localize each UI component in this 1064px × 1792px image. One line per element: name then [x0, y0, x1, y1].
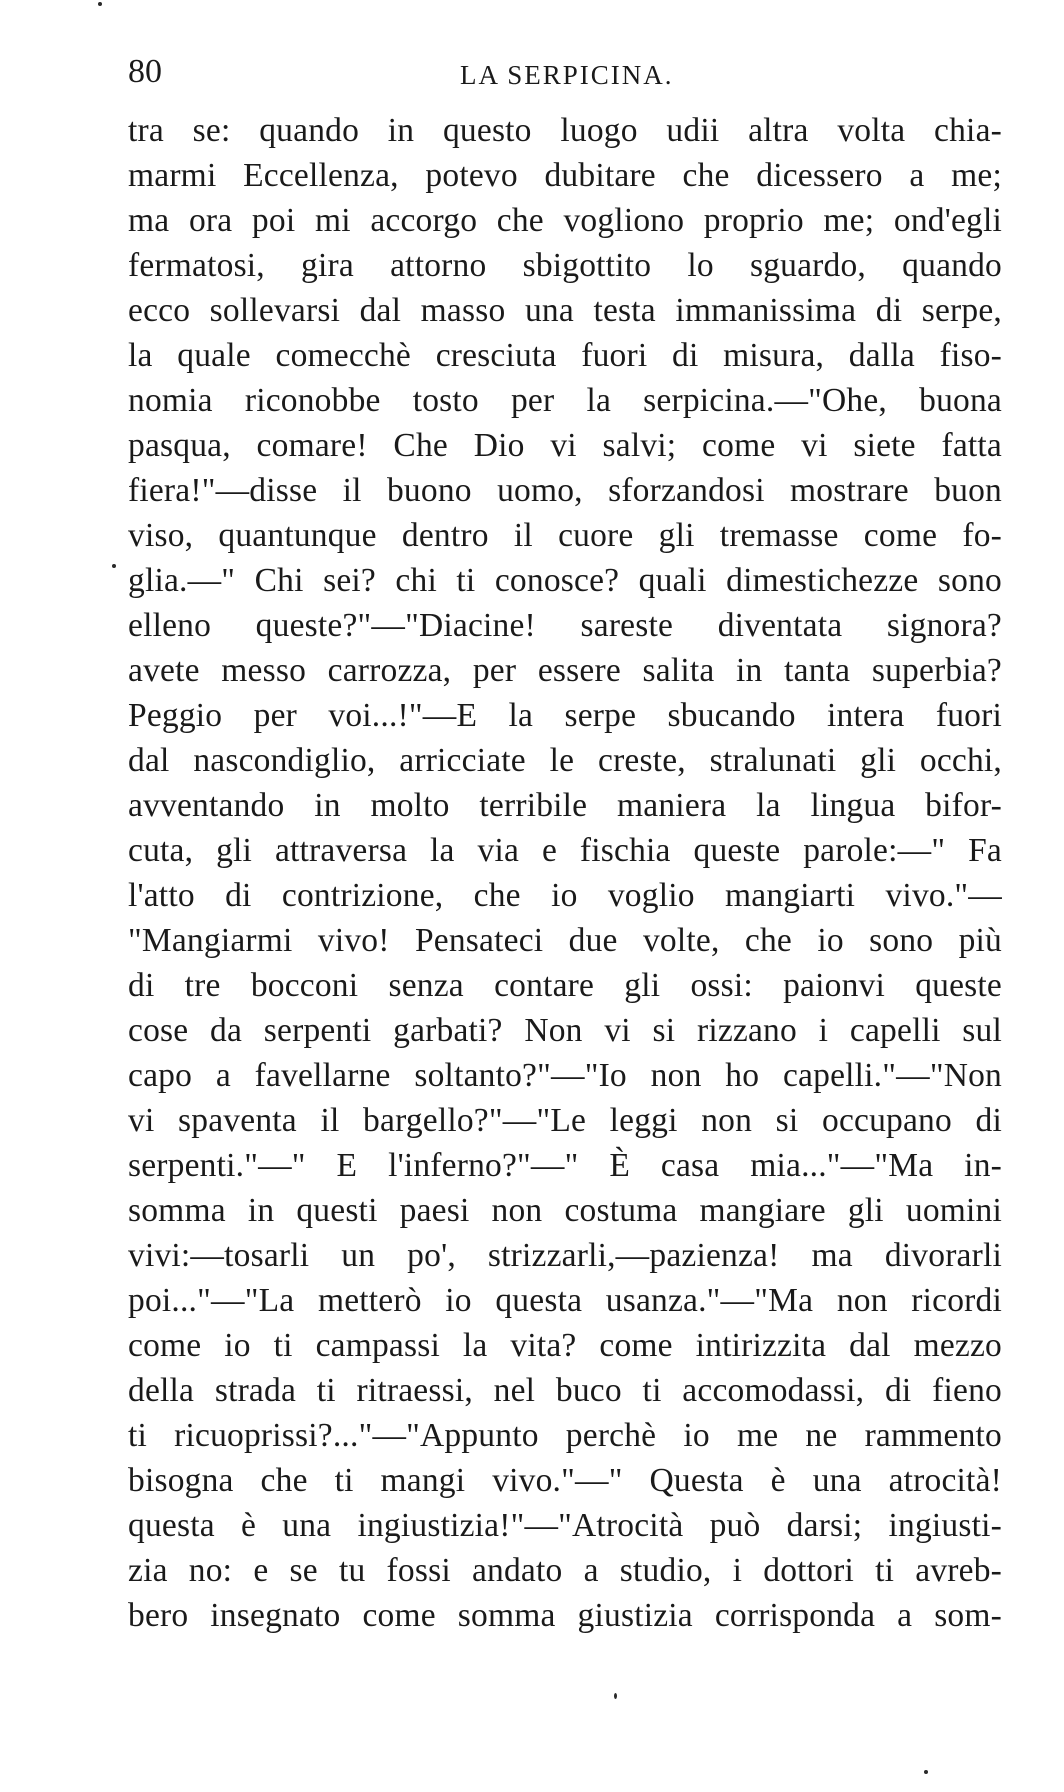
text-line: avete messo carrozza, per essere salita in tanta superbia? — [128, 652, 1002, 689]
text-line: dal nascondiglio, arricciate le creste, stralunati gli occhi, — [128, 742, 1002, 779]
text-line: viso, quantunque dentro il cuore gli tremasse come fo- — [128, 517, 1002, 554]
text-line: "Mangiarmi vivo! Pensateci due volte, che io sono più — [128, 922, 1002, 959]
text-line: nomia riconobbe tosto per la serpicina.—"Ohe, buona — [128, 382, 1002, 419]
page-number: 80 — [128, 53, 162, 90]
scan-speck-bottom — [614, 1693, 617, 1699]
text-line: ma ora poi mi accorgo che vogliono proprio me; ond'egli — [128, 202, 1002, 239]
text-line: cose da serpenti garbati? Non vi si rizzano i capelli sul — [128, 1012, 1002, 1049]
text-line: vi spaventa il bargello?"—"Le leggi non si occupano di — [128, 1102, 1002, 1139]
body-text — [128, 108, 1002, 1638]
scan-speck-top — [98, 2, 102, 6]
text-line: avventando in molto terribile maniera la lingua bifor- — [128, 787, 1002, 824]
text-line: Peggio per voi...!"—E la serpe sbucando intera fuori — [128, 697, 1002, 734]
text-line: ti ricuoprissi?..."—"Appunto perchè io me ne rammento — [128, 1417, 1002, 1454]
text-line: fiera!"—disse il buono uomo, sforzandosi mostrare buon — [128, 472, 1002, 509]
text-line: pasqua, comare! Che Dio vi salvi; come vi siete fatta — [128, 427, 1002, 464]
text-line: di tre bocconi senza contare gli ossi: paionvi queste — [128, 967, 1002, 1004]
text-line: l'atto di contrizione, che io voglio mangiarti vivo."— — [128, 877, 1002, 914]
text-line: cuta, gli attraversa la via e fischia queste parole:—" Fa — [128, 832, 1002, 869]
text-line: elleno queste?"—"Diacine! sareste diventata signora? — [128, 607, 1002, 644]
text-line: come io ti campassi la vita? come intirizzita dal mezzo — [128, 1327, 1002, 1364]
text-line: ecco sollevarsi dal masso una testa immanissima di serpe, — [128, 292, 1002, 329]
text-line: fermatosi, gira attorno sbigottito lo sguardo, quando — [128, 247, 1002, 284]
text-line: glia.—" Chi sei? chi ti conosce? quali dimestichezze sono — [128, 562, 1002, 599]
text-line: zia no: e se tu fossi andato a studio, i dottori ti avreb- — [128, 1552, 1002, 1589]
text-line: questa è una ingiustizia!"—"Atrocità può darsi; ingiusti- — [128, 1507, 1002, 1544]
text-line: bisogna che ti mangi vivo."—" Questa è una atrocità! — [128, 1462, 1002, 1499]
text-line: poi..."—"La metterò io questa usanza."—"Ma non ricordi — [128, 1282, 1002, 1319]
text-line: marmi Eccellenza, potevo dubitare che dicessero a me; — [128, 157, 1002, 194]
text-line: capo a favellarne soltanto?"—"Io non ho capelli."—"Non — [128, 1057, 1002, 1094]
text-line: la quale comecchè cresciuta fuori di misura, dalla fiso- — [128, 337, 1002, 374]
scan-speck-margin — [112, 564, 116, 568]
text-line: vivi:—tosarli un po', strizzarli,—pazienza! ma divorarli — [128, 1237, 1002, 1274]
text-line: somma in questi paesi non costuma mangiare gli uomini — [128, 1192, 1002, 1229]
page-header — [128, 52, 1000, 102]
scan-speck-corner — [924, 1770, 928, 1774]
text-line: serpenti."—" E l'inferno?"—" È casa mia..."—"Ma in- — [128, 1147, 1002, 1184]
text-line: della strada ti ritraessi, nel buco ti accomodassi, di fieno — [128, 1372, 1002, 1409]
text-line: bero insegnato come somma giustizia corrisponda a som- — [128, 1597, 1002, 1634]
running-head: LA SERPICINA. — [460, 60, 674, 90]
text-line: tra se: quando in questo luogo udii altra volta chia- — [128, 112, 1002, 149]
